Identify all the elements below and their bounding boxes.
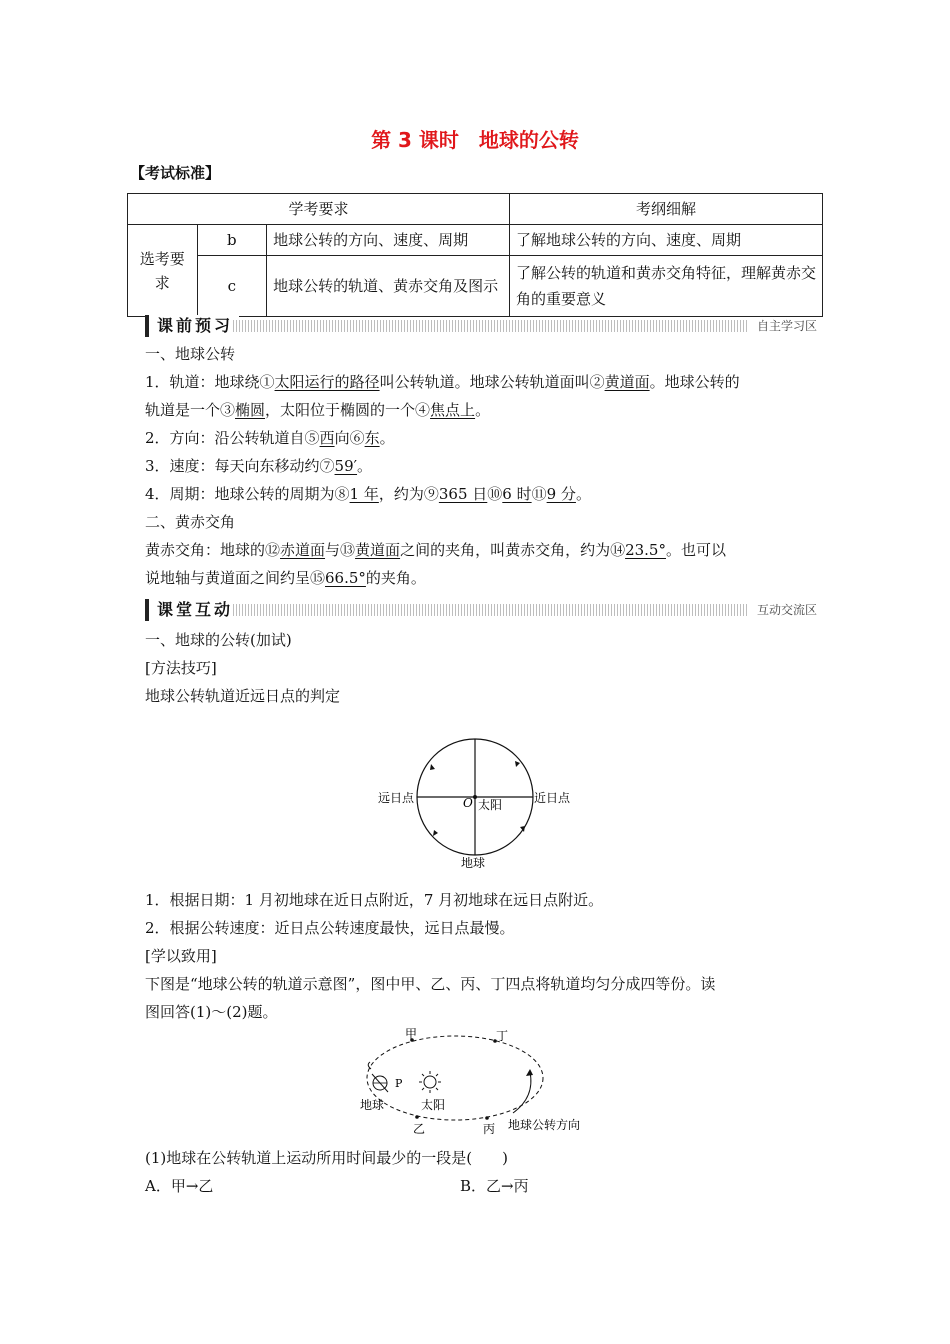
section-zone-label: 自主学习区 [756, 319, 817, 333]
answer-blank: 1 年 [349, 485, 379, 503]
paragraph-line: 2．方向：沿公转轨道自⑤西向⑥东。 [145, 429, 395, 447]
answer-blank: 59′ [334, 457, 358, 475]
table-requirement: 地球公转的轨道、黄赤交角及图示 [267, 256, 510, 317]
answer-blank: 西 [319, 429, 335, 447]
fig2-yi-label: 乙 [413, 1122, 426, 1136]
answer-blank: 东 [364, 429, 380, 447]
paragraph-line: 轨道是一个③椭圆，太阳位于椭圆的一个④焦点上。 [145, 401, 491, 419]
exam-standard-table [127, 193, 823, 317]
fig2-ding-label: 丁 [496, 1029, 509, 1043]
fig1-right-label: 近日点 [534, 791, 571, 805]
fig1-bottom-label: 地球 [461, 856, 486, 870]
section-header-preview [145, 315, 817, 337]
paragraph-line: 说地轴与黄道面之间约呈⑮66.5°的夹角。 [145, 569, 426, 587]
answer-blank: 赤道面 [280, 541, 326, 559]
question-stem: 下图是“地球公转的轨道示意图”，图中甲、乙、丙、丁四点将轨道均匀分成四等份。读 [145, 975, 716, 993]
heading: 一、地球公转 [145, 345, 236, 363]
fig2-direction-label: 地球公转方向 [508, 1118, 581, 1132]
orbit-diagram-circle [370, 735, 580, 870]
earth-icon [368, 1062, 388, 1092]
fig2-earth-label: 地球 [360, 1098, 385, 1112]
table-requirement: 地球公转的方向、速度、周期 [267, 225, 510, 256]
section-badge: 课前预习 [145, 315, 239, 337]
table-header-detail: 考纲细解 [510, 194, 823, 225]
paragraph-line: 3．速度：每天向东移动约⑦59′。 [145, 457, 373, 475]
exam-standard-label: 【考试标准】 [130, 164, 221, 182]
paragraph-line: 4．周期：地球公转的周期为⑧1 年，约为⑨365 日⑩6 时⑪9 分。 [145, 485, 591, 503]
fig2-bing-label: 丙 [483, 1122, 496, 1136]
paragraph-line: 1．根据日期：1 月初地球在近日点附近，7 月初地球在远日点附近。 [145, 891, 604, 909]
sun-icon [419, 1071, 441, 1093]
question-stem: 图回答(1)～(2)题。 [145, 1003, 278, 1021]
section-zone-label: 互动交流区 [756, 603, 817, 617]
section-badge: 课堂互动 [145, 599, 239, 621]
sub-question: (1)地球在公转轨道上运动所用时间最少的一段是( ) [145, 1149, 508, 1167]
answer-blank: 365 日 [438, 485, 488, 503]
fig1-center-label: O [463, 796, 473, 810]
table-detail: 了解公转的轨道和黄赤交角特征，理解黄赤交角的重要意义 [510, 256, 823, 317]
table-detail: 了解地球公转的方向、速度、周期 [510, 225, 823, 256]
answer-blank: 黄道面 [355, 541, 401, 559]
fig2-sun-label: 太阳 [421, 1098, 446, 1112]
option-b: B．乙→丙 [460, 1177, 529, 1195]
answer-blank: 椭圆 [235, 401, 266, 419]
answer-blank: 焦点上 [430, 401, 476, 419]
orbit-diagram-ellipse [355, 1027, 595, 1139]
option-a: A．甲→乙 [145, 1177, 214, 1195]
answer-blank: 23.5° [625, 541, 666, 559]
method-label: [方法技巧] [145, 659, 217, 677]
topic-line: 地球公转轨道近远日点的判定 [145, 687, 341, 705]
table-level: c [197, 256, 267, 317]
paragraph-line: 2．根据公转速度：近日点公转速度最快，远日点最慢。 [145, 919, 515, 937]
page-title: 第 3 课时 地球的公转 [371, 128, 579, 152]
apply-label: [学以致用] [145, 947, 217, 965]
heading: 一、地球的公转(加试) [145, 631, 292, 649]
section-stripe [233, 320, 747, 332]
answer-blank: 黄道面 [604, 373, 650, 391]
section-header-class [145, 599, 817, 621]
table-header-requirement: 学考要求 [128, 194, 510, 225]
table-level: b [197, 225, 267, 256]
section-stripe [233, 604, 747, 616]
answer-blank: 66.5° [325, 569, 366, 587]
fig2-jia-label: 甲 [405, 1027, 418, 1041]
paragraph-line: 1．轨道：地球绕①太阳运行的路径叫公转轨道。地球公转轨道面叫②黄道面。地球公转的 [145, 373, 740, 391]
fig1-sun-label: 太阳 [478, 798, 503, 812]
fig1-left-label: 远日点 [378, 791, 415, 805]
heading: 二、黄赤交角 [145, 513, 236, 531]
fig2-p-label: P [395, 1077, 403, 1090]
answer-blank: 9 分 [546, 485, 576, 503]
table-row-group: 选考要求 [128, 225, 198, 317]
answer-blank: 太阳运行的路径 [274, 373, 380, 391]
paragraph-line: 黄赤交角：地球的⑫赤道面与⑬黄道面之间的夹角，叫黄赤交角，约为⑭23.5°。也可以 [145, 541, 726, 559]
answer-blank: 6 时 [502, 485, 532, 503]
